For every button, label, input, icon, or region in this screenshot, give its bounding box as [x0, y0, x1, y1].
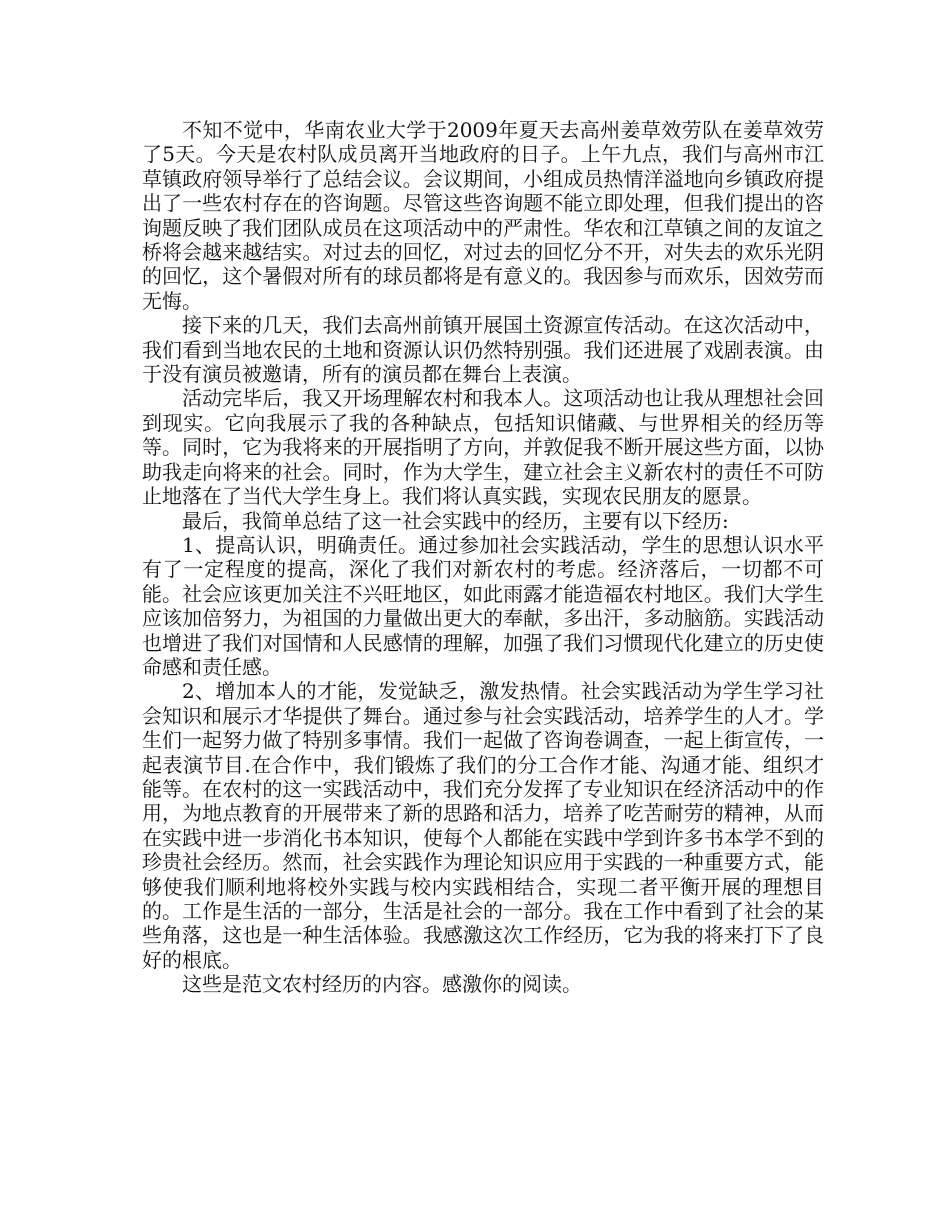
paragraph-point-one: 1、提高认识，明确责任。通过参加社会实践活动，学生的思想认识水平有了一定程度的提高，深化了我们对新农村的考虑。经济落后，一切都不可能。社会应该更加关注不兴旺地区，如此雨露才能造福农村地区。我们大学生应该加倍努力，为祖国的力量做出更大的奉献，多出汗，多动脑筋。实践活动也增进了我们对国情和人民感情的理解，加强了我们习惯现代化建立的历史使命感和责任感。: [142, 532, 824, 679]
paragraph-propaganda-activity: 接下来的几天，我们去高州前镇开展国土资源宣传活动。在这次活动中，我们看到当地农民的土地和资源认识仍然特别强。我们还进展了戏剧表演。由于没有演员被邀请，所有的演员都在舞台上表演。: [142, 313, 824, 387]
paragraph-summary-intro: 最后，我简单总结了这一社会实践中的经历，主要有以下经历:: [182, 508, 729, 533]
document-body: [142, 118, 824, 997]
paragraph-intro: 不知不觉中，华南农业大学于2009年夏天去高州姜草效劳队在姜草效劳了5天。今天是农村队成员离开当地政府的日子。上午九点，我们与高州市江草镇政府领导举行了总结会议。会议期间，小组成员热情洋溢地向乡镇政府提出了一些农村存在的咨询题。尽管这些咨询题不能立即处理，但我们提出的咨询题反映了我们团队成员在这项活动中的严肃性。华农和江草镇之间的友谊之桥将会越来越结实。对过去的回忆，对过去的回忆分不开，对失去的欢乐光阴的回忆，这个暑假对所有的球员都将是有意义的。我因参与而欢乐，因效劳而无悔。: [142, 118, 824, 313]
paragraph-point-two: 2、增加本人的才能，发觉缺乏，激发热情。社会实践活动为学生学习社会知识和展示才华提供了舞台。通过参与社会实践活动，培养学生的人才。学生们一起努力做了特别多事情。我们一起做了咨询卷调查，一起上街宣传，一起表演节目.在合作中，我们锻炼了我们的分工合作才能、沟通才能、组织才能等。在农村的这一实践活动中，我们充分发挥了专业知识在经济活动中的作用，为地点教育的开展带来了新的思路和活力，培养了吃苦耐劳的精神，从而在实践中进一步消化书本知识，使每个人都能在实践中学到许多书本学不到的珍贵社会经历。然而，社会实践作为理论知识应用于实践的一种重要方式，能够使我们顺利地将校外实践与校内实践相结合，实现二者平衡开展的理想目的。工作是生活的一部分，生活是社会的一部分。我在工作中看到了社会的某些角落，这也是一种生活体验。我感激这次工作经历，它为我的将来打下了良好的根底。: [142, 679, 824, 972]
paragraph-closing: 这些是范文农村经历的内容。感激你的阅读。: [182, 972, 582, 997]
paragraph-reflection: 活动完毕后，我又开场理解农村和我本人。这项活动也让我从理想社会回到现实。它向我展示了我的各种缺点，包括知识储藏、与世界相关的经历等等。同时，它为我将来的开展指明了方向，并敦促我不断开展这些方面，以协助我走向将来的社会。同时，作为大学生，建立社会主义新农村的责任不可防止地落在了当代大学生身上。我们将认真实践，实现农民朋友的愿景。: [142, 386, 824, 509]
